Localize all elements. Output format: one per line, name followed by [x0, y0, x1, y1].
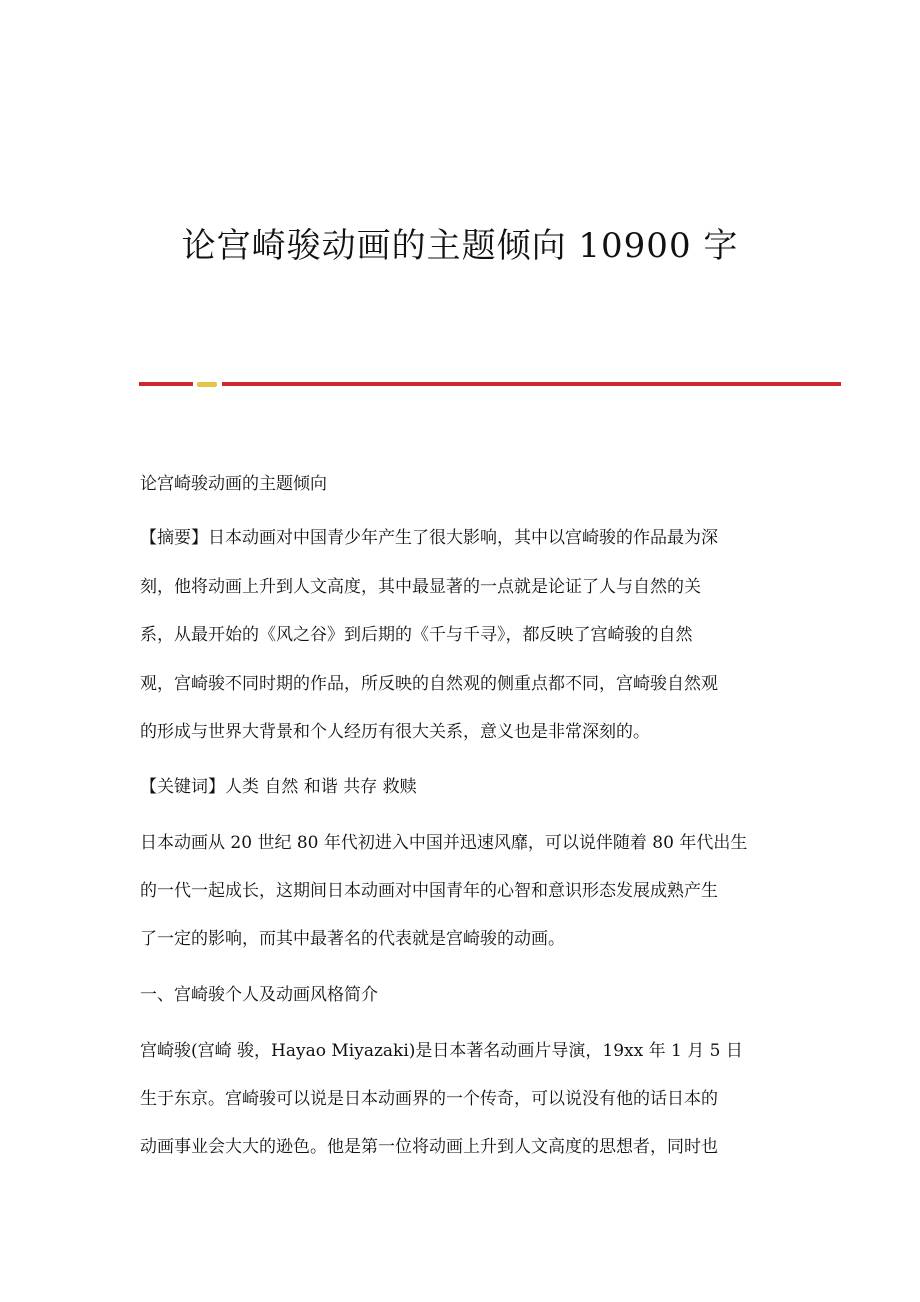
divider-rule: [139, 382, 193, 386]
abstract-line: 刻，他将动画上升到人文高度，其中最显著的一点就是论证了人与自然的关: [140, 577, 701, 597]
abstract-line: 观，宫崎骏不同时期的作品，所反映的自然观的侧重点都不同，宫崎骏自然观: [140, 674, 718, 694]
paragraph-line: 宫崎骏(宫崎 骏，Hayao Miyazaki)是日本著名动画片导演，19xx 年 1 月 5 日: [140, 1041, 743, 1061]
keywords: 【关键词】人类 自然 和谐 共存 救赎: [140, 777, 417, 797]
paragraph-line: 的一代一起成长，这期间日本动画对中国青年的心智和意识形态发展成熟产生: [140, 881, 718, 901]
abstract-line: 【摘要】日本动画对中国青少年产生了很大影响，其中以宫崎骏的作品最为深: [140, 528, 718, 548]
divider-ornament: [197, 382, 217, 387]
paragraph-line: 了一定的影响，而其中最著名的代表就是宫崎骏的动画。: [140, 929, 565, 949]
abstract-line: 的形成与世界大背景和个人经历有很大关系，意义也是非常深刻的。: [140, 722, 650, 742]
document-title: 论宫崎骏动画的主题倾向 10900 字: [181, 226, 739, 266]
section-heading: 一、宫崎骏个人及动画风格简介: [140, 985, 378, 1005]
paragraph-line: 生于东京。宫崎骏可以说是日本动画界的一个传奇，可以说没有他的话日本的: [140, 1089, 718, 1109]
abstract-line: 系，从最开始的《风之谷》到后期的《千与千寻》，都反映了宫崎骏的自然: [140, 625, 693, 645]
subtitle: 论宫崎骏动画的主题倾向: [140, 474, 327, 494]
paragraph-line: 日本动画从 20 世纪 80 年代初进入中国并迅速风靡，可以说伴随着 80 年代出生: [140, 833, 748, 853]
paragraph-line: 动画事业会大大的逊色。他是第一位将动画上升到人文高度的思想者，同时也: [140, 1137, 718, 1157]
divider-rule: [222, 382, 841, 386]
